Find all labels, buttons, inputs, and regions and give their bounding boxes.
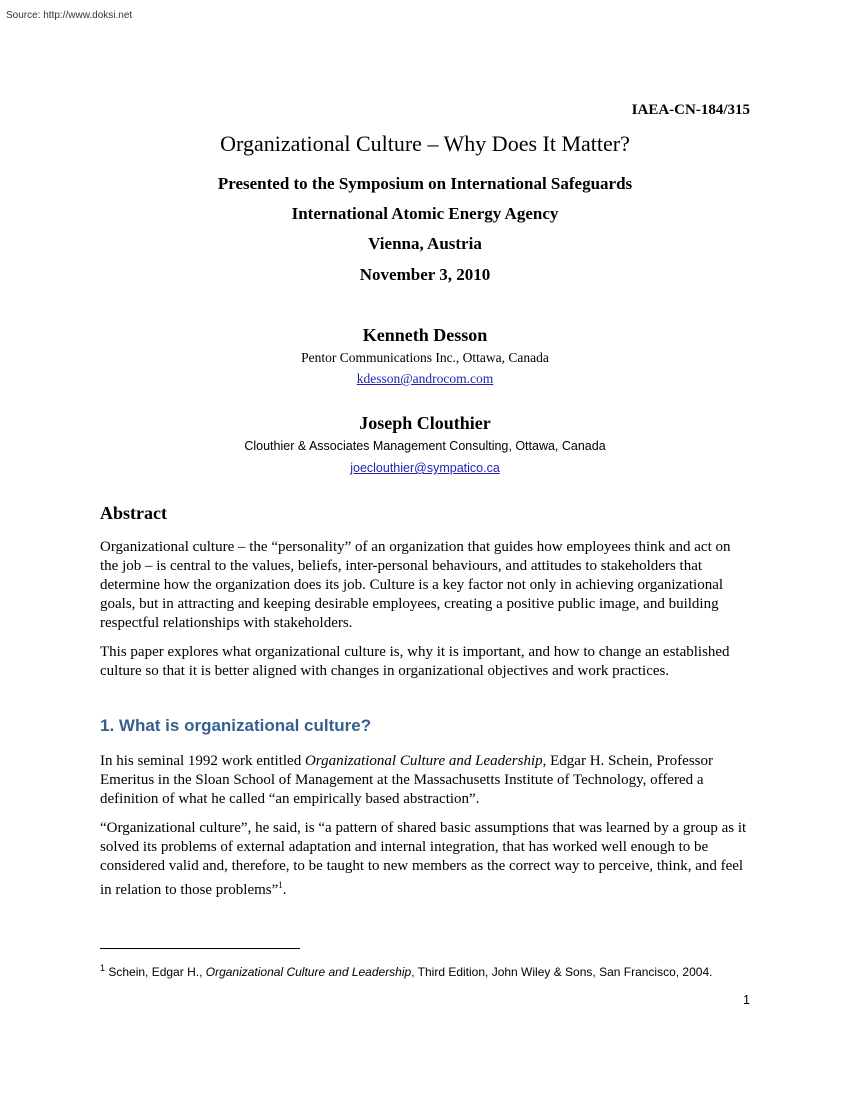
abstract-heading: Abstract (100, 503, 167, 523)
location: Vienna, Austria (368, 234, 482, 253)
page-number: 1 (743, 993, 750, 1007)
author-name-2: Joseph Clouthier (359, 413, 491, 433)
presentation-date: November 3, 2010 (359, 265, 491, 284)
footnote-text-b: , Third Edition, John Wiley & Sons, San Francisco, 2004. (411, 965, 713, 979)
footnote-book-title: Organizational Culture and Leadership (205, 965, 412, 979)
footnote (100, 963, 760, 979)
author-email-link-2[interactable]: joeclouthier@sympatico.ca (350, 461, 500, 475)
page-title: Organizational Culture – Why Does It Matter? (220, 131, 630, 156)
footnote-text-a: Schein, Edgar H., (105, 965, 206, 979)
source-note: Source: http://www.doksi.net (6, 10, 133, 21)
footnote-marker: 1 (100, 963, 106, 973)
section-1-paragraph-2 (100, 819, 752, 900)
abstract-paragraph-2: This paper explores what organizational culture is, why it is important, and how to change an established culture so that it is better aligned with changes in organizational objectives and work practices. (100, 644, 730, 679)
author-name-1: Kenneth Desson (362, 325, 488, 345)
section-heading-1: 1. What is organizational culture? (100, 716, 372, 735)
section-1-p1-text-b: , Edgar H. Schein, Professor Emeritus in the Sloan School of Management at the Massachusetts Institute of Technology, offered a definition of what he called “an empirically based abstraction”. (100, 753, 714, 807)
section-1-p2-end: . (282, 882, 287, 898)
section-1-paragraph-1 (100, 752, 752, 809)
author-email-row-1 (0, 370, 850, 388)
footnote-separator (100, 948, 300, 949)
section-1-p2-text: “Organizational culture”, he said, is “a pattern of shared basic assumptions that was learned by a group as it solved its problems of external adaptation and internal integration, that has worked well enough to be considered valid and, therefore, to be taught to new members as the correct way to perceive, think, and feel in relation to those problems” (100, 820, 747, 898)
document-id: IAEA-CN-184/315 (631, 102, 750, 118)
agency-name: International Atomic Energy Agency (291, 204, 559, 223)
footnote-reference[interactable]: 1 (278, 880, 283, 890)
author-email-link-1[interactable]: kdesson@androcom.com (356, 371, 494, 386)
author-affiliation-1: Pentor Communications Inc., Ottawa, Canada (301, 350, 549, 365)
book-title: Organizational Culture and Leadership (304, 753, 543, 769)
section-1-p1-text-a: In his seminal 1992 work entitled (100, 753, 305, 769)
author-affiliation-2: Clouthier & Associates Management Consulting, Ottawa, Canada (244, 439, 606, 453)
author-email-row-2 (0, 459, 850, 477)
abstract-paragraph-1: Organizational culture – the “personality” of an organization that guides how employees think and act on the job – is central to the values, beliefs, inter-personal behaviours, and attitudes to stakeholders that determine how the organization does its job. Culture is a key factor not only in achieving organizational goals, but in attracting and keeping desirable employees, creating a positive public image, and building respectful relationships with stakeholders. (100, 539, 731, 631)
presented-to: Presented to the Symposium on International Safeguards (217, 174, 633, 193)
